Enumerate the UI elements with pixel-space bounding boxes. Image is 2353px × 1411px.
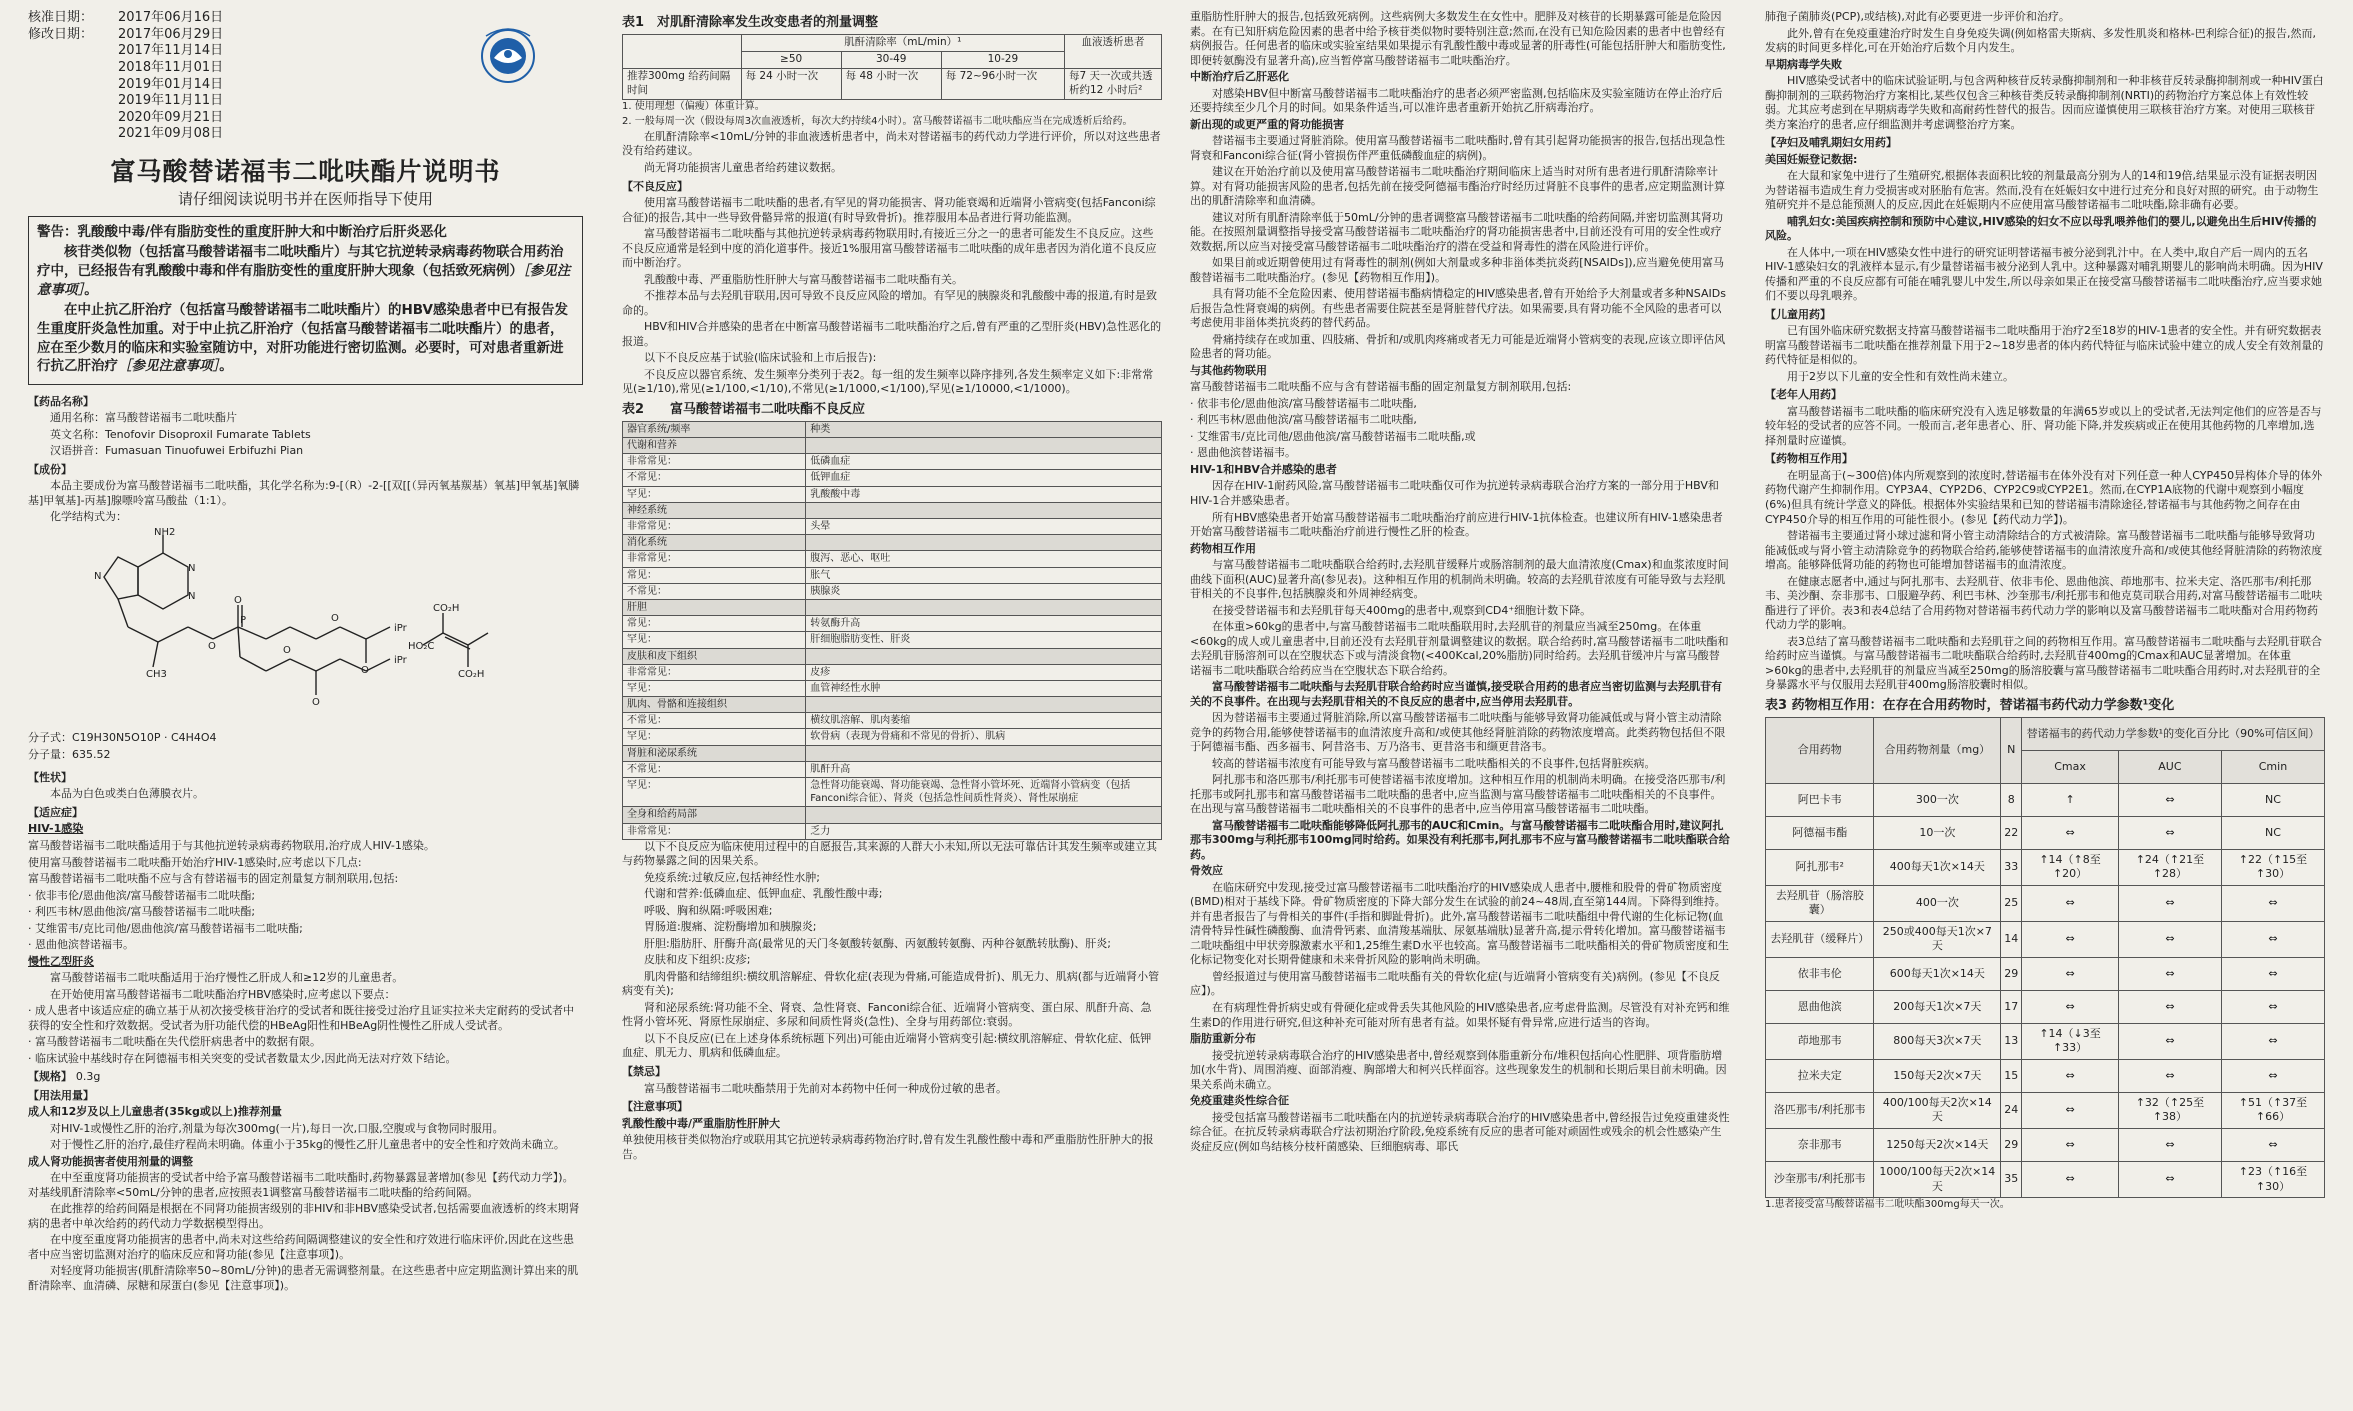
table-row: 茚地那韦 800每天3次×7天 13 ↑14（↓3至↑33） ⇔ ⇔ (1766, 1023, 2325, 1059)
table-row: 皮肤和皮下组织 (623, 648, 1162, 664)
revision-row: 2019年01月14日 (118, 76, 224, 92)
section-heading: 【药物相互作用】 (1765, 452, 1853, 466)
table-row: 常见： 转氨酶升高 (623, 616, 1162, 632)
table-row: 阿巴卡韦 300一次 8 ↑ ⇔ NC (1766, 783, 2325, 816)
table-row: 非常常见： 头晕 (623, 519, 1162, 535)
section-heading: 【药品名称】 (28, 394, 94, 408)
table-row: 消化系统 (623, 535, 1162, 551)
table-row: 肾脏和泌尿系统 (623, 745, 1162, 761)
document-subtitle: 请仔细阅读说明书并在医师指导下使用 (177, 190, 433, 208)
svg-text:HO₂C: HO₂C (408, 640, 435, 652)
table-row: 代谢和营养 (623, 438, 1162, 454)
table-row: 依非韦伦 600每天1次×14天 29 ⇔ ⇔ ⇔ (1766, 957, 2325, 990)
table-row: 合用药物 合用药物剂量（mg） N 替诺福韦的药代动力学参数¹的变化百分比（90%可信区间） (1766, 717, 2325, 750)
table-row: 罕见： 软骨病（表现为骨痛和不常见的骨折）、肌病 (623, 729, 1162, 745)
table-row: 非常常见： 低磷血症 (623, 454, 1162, 470)
table-row: ≥50 30-49 10-29 (623, 52, 1162, 69)
table-row: 肌酐清除率（mL/min）¹ 血液透析患者 (623, 35, 1162, 52)
svg-text:O: O (234, 594, 242, 606)
table-row: 恩曲他滨 200每天1次×7天 17 ⇔ ⇔ ⇔ (1766, 990, 2325, 1023)
section-heading: 【不良反应】 (622, 179, 688, 193)
svg-text:N: N (188, 562, 196, 574)
column-2: 表1 对肌酐清除率发生改变患者的剂量调整 肌酐清除率（mL/min）¹ 血液透析患者 ≥50 30-49 10-29 推荐300mg 给药间隔时间 每 24 小时一次 每 48 小时一次 每 72~96小时一次 每7 天一次或共透析约12 小时后² 1. 使用理想（偏瘦）体重计算。 2. 一般每周一次（假设每周3次血液透析，每次大约持续4小时）。富马酸替诺福韦二吡呋酯应当在完成透析后给药。 在肌酐清除率<10mL/分钟的非血液透析患者中，尚未对替诺福韦的药代动力学进行评价，所以对这些患者没有给药建议。 尚无肾功能损害儿童患者给药建议数据。 【不良反应】 使用富马酸替诺福韦二吡呋酯的患者,有罕见的肾功能损害、肾功能衰竭和近端肾小管病变(包括Fanconi综合征)的报告,其中一些导致骨骼异常的报道(有时导致骨折)。推荐服用本品者进行肾功能监测。 富马酸替诺福韦二吡呋酯与其他抗逆转录病毒药物联用时,有接近三分之一的患者可能发生不良反应。这些不良反应通常是轻到中度的消化道事件。接近1%服用富马酸替诺福韦二吡呋酯的成年患者因为消化道不良反应而中断治疗。 乳酸酸中毒、严重脂肪性肝肿大与富马酸替诺福韦二吡呋酯有关。 不推荐本品与去羟肌苷联用,因可导致不良反应风险的增加。有罕见的胰腺炎和乳酸酸中毒的报道,有时是致命的。 HBV和HIV合并感染的患者在中断富马酸替诺福韦二吡呋酯治疗之后,曾有严重的乙型肝炎(HBV)急性恶化的报道。 以下不良反应基于试验(临床试验和上市后报告): 不良反应以器官系统、发生频率分类列于表2。每一组的发生频率以降序排列,各发生频率定义如下:非常常见(≥1/10),常见(≥1/100,<1/10),不常见(≥1/1000,<1/100),罕见(≥1/10000,<1/1000)。 表2 富马酸替诺福韦二吡呋酯不良反应 器官系统/频率 种类 代谢和营养 非常常见： 低磷血症 不常见： 低钾血症 罕见： 乳酸酸中毒 神经系统 非常常见： 头晕 消化系统 非常常见： 腹泻、恶心、呕吐 常见： 胀气 不常见： 胰腺炎 肝胆 常见： 转氨酶升高 罕见： 肝细胞脂肪变性、肝炎 皮肤和皮下组织 非常常见： 皮疹 罕见： 血管神经性水肿 肌肉、骨骼和连接组织 不常见： 横纹肌溶解、肌肉萎缩 罕见： 软骨病（表现为骨痛和不常见的骨折）、肌病 肾脏和泌尿系统 不常见： 肌酐升高 罕见： 急性肾功能衰竭、肾功能衰竭、急性肾小管坏死、近端肾小管病变（包括Fanconi综合征）、肾炎（包括急性间质性肾炎）、肾性尿崩症 全身和给药局部 非常常见： 乏力 以下不良反应为临床使用过程中的自愿报告,其来源的人群大小未知,所以无法可靠估计其发生频率或建立其与药物暴露之间的因果关系。 免疫系统:过敏反应,包括神经性水肿; 代谢和营养:低磷血症、低钾血症、乳酸性酸中毒; 呼吸、胸和纵隔:呼吸困难; 胃肠道:腹痛、淀粉酶增加和胰腺炎; 肝胆:脂肪肝、肝酶升高(最常见的天门冬氨酸转氨酶、丙氨酸转氨酶、丙种谷氨酰转肽酶)、肝炎; 皮肤和皮下组织:皮疹; 肌肉骨骼和结缔组织:横纹肌溶解症、骨软化症(表现为骨痛,可能造成骨折)、肌无力、肌病(都与近端肾小管病变有关); 肾和泌尿系统:肾功能不全、肾衰、急性肾衰、Fanconi综合征、近端肾小管病变、蛋白尿、肌酐升高、急性肾小管坏死、肾原性尿崩症、多尿和间质性肾炎(急性)、全身与用药部位:衰弱。 以下不良反应(已在上述身体系统标题下列出)可能由近端肾小管病变引起:横纹肌溶解症、骨软化症、低钾血症、肌无力、肌病和低磷血症。 【禁忌】 富马酸替诺福韦二吡呋酯禁用于先前对本药物中任何一种成份过敏的患者。 【注意事项】 乳酸性酸中毒/严重脂肪性肝肿大 单独使用核苷类似物治疗或联用其它抗逆转录病毒药物治疗时,曾有发生乳酸性酸中毒和严重脂肪性肝肿大的报告。 (622, 15, 1162, 1161)
boxed-warning: 警告：乳酸酸中毒/伴有脂肪变性的重度肝肿大和中断治疗后肝炎恶化 核苷类似物（包括富马酸替诺福韦二吡呋酯片）与其它抗逆转录病毒药物联合用药治疗中，已经报告有乳酸酸中毒和伴有脂肪变性的重度肝肿大现象（包括致死病例）［参见注意事项］。 在中止抗乙肝治疗（包括富马酸替诺福韦二吡呋酯片）的HBV感染患者中已有报告发生重度肝炎急性加重。对于中止抗乙肝治疗（包括富马酸替诺福韦二吡呋酯片）的患者，应在至少数月的临床和实验室随访中，对肝功能进行密切监测。必要时，可对患者重新进行抗乙肝治疗［参见注意事项］。 (28, 216, 583, 385)
svg-text:P: P (240, 614, 247, 626)
chemical-structure: NH2 N N N CH3 O O P O O O O iPr iPr HO₂C CO₂H CO₂H 分子式：C19H30N5O10P · C4H4O4 分子量：635.52 (28, 527, 583, 767)
revision-row: 2017年11月14日 (118, 43, 224, 59)
column-3: 重脂肪性肝肿大的报告,包括致死病例。这些病例大多数发生在女性中。肥胖及对核苷的长期暴露可能是危险因素。在有已知肝病危险因素的患者中给予核苷类似物时要特别注意;然而,在没有已知危险因素的患者中也曾经有病例报告。任何患者的临床或实验室结果如果提示有乳酸性酸中毒或显著的肝毒性(可能包括肝肿大和脂肪变性,即便转氨酶没有显著升高),应当暂停富马酸替诺福韦二吡呋酯治疗。 中断治疗后乙肝恶化 对感染HBV但中断富马酸替诺福韦二吡呋酯治疗的患者必须严密监测,包括临床及实验室随访在停止治疗后还要持续至少几个月的时间。如果条件适当,可以准许患者重新开始抗乙肝病毒治疗。 新出现的或更严重的肾功能损害 替诺福韦主要通过肾脏消除。使用富马酸替诺福韦二吡呋酯时,曾有其引起肾功能损害的报告,包括出现急性肾衰和Fanconi综合征(肾小管损伤伴严重低磷酸血症的病例)。 建议在开始治疗前以及使用富马酸替诺福韦二吡呋酯治疗期间临床上适当时对所有患者进行肌酐清除率计算。对有肾功能损害风险的患者,包括先前在接受阿德福韦酯治疗时经历过肾脏不良事件的患者,应定期监测计算出的肌酐清除率和血清磷。 建议对所有肌酐清除率低于50mL/分钟的患者调整富马酸替诺福韦二吡呋酯的给药间隔,并密切监测其肾功能。在按照剂量调整指导接受富马酸替诺福韦二吡呋酯治疗的肾功能损害患者中,目前还没有可用的安全性或疗效数据,所以应当对接受富马酸替诺福韦二吡呋酯治疗的潜在受益和肾毒性的潜在风险进行评价。 如果目前或近期曾使用过有肾毒性的制剂(例如大剂量或多种非甾体类抗炎药[NSAIDs]),应当避免使用富马酸替诺福韦二吡呋酯治疗。(参见【药物相互作用】)。 具有肾功能不全危险因素、使用替诺福韦酯病情稳定的HIV感染患者,曾有开始给予大剂量或者多种NSAIDs后报告急性肾衰竭的病例。有些患者需要住院甚至是肾脏替代疗法。如果需要,具有肾功能不全风险的患者可以考虑使用非甾体类抗炎药的替代药品。 骨痛持续存在或加重、四肢痛、骨折和/或肌肉疼痛或者无力可能是近端肾小管病变的表现,应该立即评估风险患者的肾功能。 与其他药物联用 富马酸替诺福韦二吡呋酯不应与含有替诺福韦酯的固定剂量复方制剂联用,包括: · 依非韦伦/恩曲他滨/富马酸替诺福韦二吡呋酯, · 利匹韦林/恩曲他滨/富马酸替诺福韦二吡呋酯, · 艾维雷韦/克比司他/恩曲他滨/富马酸替诺福韦二吡呋酯,或 · 恩曲他滨替诺福韦。 HIV-1和HBV合并感染的患者 因存在HIV-1耐药风险,富马酸替诺福韦二吡呋酯仅可作为抗逆转录病毒联合治疗方案的一部分用于HBV和HIV-1合并感染患者。 所有HBV感染患者开始富马酸替诺福韦二吡呋酯治疗前应进行HIV-1抗体检查。也建议所有HIV-1感染患者开始富马酸替诺福韦二吡呋酯治疗前进行慢性乙肝的检查。 药物相互作用 与富马酸替诺福韦二吡呋酯联合给药时,去羟肌苷缓释片或肠溶制剂的最大血清浓度(Cmax)和血浆浓度时间曲线下面积(AUC)显著升高(参见表)。这种相互作用的机制尚未明确。较高的去羟肌苷浓度有可能导致与去羟肌苷相关的不良事件,包括胰腺炎和外周神经病变。 在接受替诺福韦和去羟肌苷每天400mg的患者中,观察到CD4⁺细胞计数下降。 在体重>60kg的患者中,与富马酸替诺福韦二吡呋酯联用时,去羟肌苷的剂量应当减至250mg。在体重<60kg的成人或儿童患者中,目前还没有去羟肌苷剂量调整建议的数据。联合给药时,富马酸替诺福韦二吡呋酯和去羟肌苷肠溶剂可以在空腹状态下或与清淡食物(<400Kcal,20%脂肪)同时给药。去羟肌苷缓冲片与富马酸替诺福韦二吡呋酯联合给药应当在空腹状态下联合给药。 富马酸替诺福韦二吡呋酯与去羟肌苷联合给药时应当谨慎,接受联合用药的患者应当密切监测与去羟肌苷有关的不良事件。在出现与去羟肌苷相关的不良反应的患者中,应当停用去羟肌苷。 因为替诺福韦主要通过肾脏消除,所以富马酸替诺福韦二吡呋酯与能够导致肾功能减低或与肾小管主动清除竞争的药物合用,能够使替诺福韦的血清浓度升高和/或使其他经肾脏消除的药物浓度增高。此类药物包括但不限于阿德福韦酯、西多福韦、阿昔洛韦、万乃洛韦、更昔洛韦和缬更昔洛韦。 较高的替诺福韦浓度有可能导致与富马酸替诺福韦二吡呋酯相关的不良事件,包括肾脏疾病。 阿扎那韦和洛匹那韦/利托那韦可使替诺福韦浓度增加。这种相互作用的机制尚未明确。在接受洛匹那韦/利托那韦或阿扎那韦和富马酸替诺福韦二吡呋酯的患者中,应当监测与富马酸替诺福韦二吡呋酯相关的不良事件。在出现与富马酸替诺福韦二吡呋酯相关的不良事件的患者中,应当停用富马酸替诺福韦二吡呋酯。 富马酸替诺福韦二吡呋酯能够降低阿扎那韦的AUC和Cmin。与富马酸替诺福韦二吡呋酯合用时,建议阿扎那韦300mg与利托那韦100mg同时给药。如果没有利托那韦,阿扎那韦不应与富马酸替诺福韦二吡呋酯联合给药。 骨效应 在临床研究中发现,接受过富马酸替诺福韦二吡呋酯治疗的HIV感染成人患者中,腰椎和股骨的骨矿物质密度(BMD)相对于基线下降。骨矿物质密度的下降大部分发生在试验的前24~48周,直至第144周。下降得到维持。并有患者报告了与骨相关的事件(手指和脚趾骨折)。此外,富马酸替诺福韦二吡呋酯组中骨代谢的生化标记物(血清骨特异性碱性磷酸酶、血清骨钙素、血清羧基端肽、尿氨基端肽)显著升高,提示骨转化增加。富马酸替诺福韦二吡呋酯组中甲状旁腺激素水平和1,25维生素D水平也较高。富马酸替诺福韦二吡呋酯相关的骨矿物质密度和生化标记物变化对长期骨健康和未来骨折风险的影响尚未明确。 曾经报道过与使用富马酸替诺福韦二吡呋酯有关的骨软化症(与近端肾小管病变有关)病例。(参见【不良反应】)。 在有病理性骨折病史或有骨硬化症或骨丢失其他风险的HIV感染患者,应考虑骨监测。尽管没有对补充钙和维生素D的作用进行研究,但这种补充可能对所有患者有益。如果怀疑有骨异常,应进行适当的咨询。 脂肪重新分布 接受抗逆转录病毒联合治疗的HIV感染患者中,曾经观察到体脂重新分布/堆积包括向心性肥胖、项背脂肪增加(水牛背)、周围消瘦、面部消瘦、胸部增大和柯兴氏样面容。这些现象发生的机制和长期后果目前未明确。因果关系尚未确立。 免疫重建炎性综合征 接受包括富马酸替诺福韦二吡呋酯在内的抗逆转录病毒联合治疗的HIV感染患者中,曾经报告过免疫重建炎性综合征。在抗反转录病毒联合疗法初期治疗阶段,免疫系统有反应的患者可能对顽固性或残余的机会性感染产生炎症反应(例如鸟结核分枝杆菌感染、巨细胞病毒、耶氏 (1190, 10, 1730, 1153)
table-row: 去羟肌苷（肠溶胶囊） 400一次 25 ⇔ ⇔ ⇔ (1766, 885, 2325, 921)
table-row: 不常见： 低钾血症 (623, 470, 1162, 486)
table-2-caption: 表2 富马酸替诺福韦二吡呋酯不良反应 (622, 401, 866, 417)
table-row: 沙奎那韦/利托那韦 1000/100每天2次×14天 35 ⇔ ⇔ ↑23（↑16至↑30） (1766, 1162, 2325, 1198)
company-logo-icon (428, 18, 548, 88)
revision-row: 核准日期： 2017年06月16日 (28, 10, 224, 25)
document-title: 富马酸替诺福韦二吡呋酯片说明书 (110, 157, 501, 186)
revision-row: 2018年11月01日 (118, 59, 224, 75)
table-row: 肝胆 (623, 599, 1162, 615)
svg-text:N: N (188, 590, 196, 602)
structure-diagram-icon (28, 527, 568, 727)
revision-row: 2021年09月08日 (118, 126, 224, 142)
svg-text:O: O (312, 696, 320, 708)
svg-text:iPr: iPr (394, 622, 407, 634)
svg-text:CH3: CH3 (146, 668, 167, 680)
section-heading: 【孕妇及哺乳期妇女用药】 (1765, 136, 1897, 150)
table-row: 罕见： 肝细胞脂肪变性、肝炎 (623, 632, 1162, 648)
table-row: 不常见： 横纹肌溶解、肌肉萎缩 (623, 713, 1162, 729)
interaction-table (1765, 717, 2325, 1198)
svg-text:O: O (331, 612, 339, 624)
section-heading: 【儿童用药】 (1765, 307, 1831, 321)
section-heading: 【性状】 (28, 770, 72, 784)
table-row: 常见： 胀气 (623, 567, 1162, 583)
svg-text:N: N (94, 570, 102, 582)
table-row: 肌肉、骨骼和连接组织 (623, 697, 1162, 713)
table-row: 阿德福韦酯 10一次 22 ⇔ ⇔ NC (1766, 816, 2325, 849)
column-1: 核准日期： 2017年06月16日 修改日期： 2017年06月29日 2017年11月14日 2018年11月01日 2019年01月14日 2019年11月11日 2020年09月21日 2021年09月08日 富马酸替诺福韦二吡呋酯片说明书 请仔细阅读说明书并在医师指导下使用 警告：乳酸酸中毒/伴有脂肪变性的重度肝肿大和中断治疗后肝炎恶化 核苷类似物（包括富马酸替诺福韦二吡呋酯片）与其它抗逆转录病毒药物联合用药治疗中，已经报告有乳酸酸中毒和伴有脂肪变性的重度肝肿大现象（包括致死病例）［参见注意事项］。 在中止抗乙肝治疗（包括富马酸替诺福韦二吡呋酯片）的HBV感染患者中已有报告发生重度肝炎急性加重。对于中止抗乙肝治疗（包括富马酸替诺福韦二吡呋酯片）的患者，应在至少数月的临床和实验室随访中，对肝功能进行密切监测。必要时，可对患者重新进行抗乙肝治疗［参见注意事项］。 【药品名称】 通用名称：富马酸替诺福韦二吡呋酯片 英文名称：Tenofovir Disoproxil Fumarate Tablets 汉语拼音：Fumasuan Tinuofuwei Erbifuzhi Pian 【成份】 本品主要成份为富马酸替诺福韦二吡呋酯，其化学名称为:9-[（R）-2-[[双[[（异丙氧基羰基）氧基]甲氧基]氧膦基]甲氧基]-丙基]腺嘌呤富马酸盐（1:1）。 化学结构式为： NH2 N N N CH3 O O P O O O O iPr iPr HO₂C CO₂H CO₂H 分子式：C19H30N5O10P · C4H4O4 分子量：635.52 【性状】 本品为白色或类白色薄膜衣片。 【适应症】 HIV-1感染 富马酸替诺福韦二吡呋酯适用于与其他抗逆转录病毒药物联用,治疗成人HIV-1感染。 使用富马酸替诺福韦二吡呋酯开始治疗HIV-1感染时,应考虑以下几点: 富马酸替诺福韦二吡呋酯不应与含有替诺福韦的固定剂量复方制剂联用,包括: · 依非韦伦/恩曲他滨/富马酸替诺福韦二吡呋酯; · 利匹韦林/恩曲他滨/富马酸替诺福韦二吡呋酯; · 艾维雷韦/克比司他/恩曲他滨/富马酸替诺福韦二吡呋酯; · 恩曲他滨替诺福韦。 慢性乙型肝炎 富马酸替诺福韦二吡呋酯适用于治疗慢性乙肝成人和≥12岁的儿童患者。 在开始使用富马酸替诺福韦二吡呋酯治疗HBV感染时,应考虑以下要点： · 成人患者中该适应症的确立基于从初次接受核苷治疗的受试者和既往接受过治疗且证实拉米夫定耐药的受试者中获得的安全性和疗效数据。受试者为肝功能代偿的HBeAg阳性和HBeAg阴性慢性乙肝成人受试者。 · 富马酸替诺福韦二吡呋酯在失代偿肝病患者中的数据有限。 · 临床试验中基线时存在阿德福韦相关突变的受试者数量太少,因此尚无法对疗效下结论。 【规格】 0.3g 【用法用量】 成人和12岁及以上儿童患者(35kg或以上)推荐剂量 对HIV-1或慢性乙肝的治疗,剂量为每次300mg(一片),每日一次,口服,空腹或与食物同时服用。 对于慢性乙肝的治疗,最佳疗程尚未明确。体重小于35kg的慢性乙肝儿童患者中的安全性和疗效尚未确立。 成人肾功能损害者使用剂量的调整 在中至重度肾功能损害的受试者中给予富马酸替诺福韦二吡呋酯时,药物暴露显著增加(参见【药代动力学】)。对基线肌酐清除率<50mL/分钟的患者,应按照表1调整富马酸替诺福韦二吡呋酯的给药间隔。 在此推荐的给药间隔是根据在不同肾功能损害级别的非HIV和非HBV感染受试者,包括需要血液透析的终末期肾病的患者中单次给药的药代动力学数据模型得出。 在中度至重度肾功能损害的患者中,尚未对这些给药间隔调整建议的安全性和疗效进行临床评价,因此在这些患者中应当密切监测对治疗的临床反应和肾功能(参见【注意事项】)。 对轻度肾功能损害(肌酐清除率50~80mL/分钟)的患者无需调整剂量。在这些患者中应定期监测计算出来的肌酐清除率、血清磷、尿糖和尿蛋白(参见【注意事项】)。 (28, 10, 583, 1403)
table-row: 阿扎那韦² 400每天1次×14天 33 ↑14（↑8至↑20） ↑24（↑21至↑28） ↑22（↑15至↑30） (1766, 849, 2325, 885)
table-row: 非常常见： 乏力 (623, 823, 1162, 839)
svg-text:NH2: NH2 (154, 526, 176, 538)
table-row: 全身和给药局部 (623, 807, 1162, 823)
section-heading: 【适应症】 (28, 805, 83, 819)
table-row: Cmax AUC Cmin (1766, 750, 2325, 783)
section-heading: 【老年人用药】 (1765, 388, 1842, 402)
svg-text:CO₂H: CO₂H (458, 668, 485, 680)
table-row: 器官系统/频率 种类 (623, 421, 1162, 437)
svg-text:O: O (208, 640, 216, 652)
revision-row: 2019年11月11日 (118, 93, 224, 109)
svg-text:O: O (283, 644, 291, 656)
table-row: 洛匹那韦/利托那韦 400/100每天2次×14天 24 ⇔ ↑32（↑25至↑38） ↑51（↑37至↑66） (1766, 1092, 2325, 1128)
svg-text:O: O (361, 664, 369, 676)
revision-row: 2020年09月21日 (118, 109, 224, 125)
table-3-caption: 表3 药物相互作用：在存在合用药物时，替诺福韦药代动力学参数¹变化 (1765, 697, 2175, 713)
dose-adjustment-table (622, 34, 1162, 99)
table-row: 拉米夫定 150每天2次×7天 15 ⇔ ⇔ ⇔ (1766, 1059, 2325, 1092)
table-row: 罕见： 急性肾功能衰竭、肾功能衰竭、急性肾小管坏死、近端肾小管病变（包括Fanconi综合征）、肾炎（包括急性间质性肾炎）、肾性尿崩症 (623, 778, 1162, 807)
column-4: 肺孢子菌肺炎(PCP),或结核),对此有必要更进一步评价和治疗。 此外,曾有在免疫重建治疗时发生自身免疫失调(例如格雷夫斯病、多发性肌炎和格林-巴利综合征)的报告,然而,发病的时间更多样化,可在开始治疗后数个月内发生。 早期病毒学失败 HIV感染受试者中的临床试验证明,与包含两种核苷反转录酶抑制剂和一种非核苷反转录酶抑制剂或一种HIV蛋白酶抑制剂的三联药物治疗方案相比,某些仅包含三种核苷类反转录酶抑制剂(NRTI)的药物治疗方案总体上有效性较弱。尤其应考虑到在早期病毒学失败和高耐药性替代的报告。因而应谨慎使用三联核苷治疗方案。对使用三联核苷类方案治疗的患者,应仔细监测并考虑调整治疗方案。 【孕妇及哺乳期妇女用药】 美国妊娠登记数据: 在大鼠和家兔中进行了生殖研究,根据体表面积比较的剂量最高分别为人的14和19倍,结果显示没有证据表明因为替诺福韦造成生育力受损害或对胚胎有危害。然而,没有在妊娠妇女中进行过充分和良好对照的研究。由于动物生殖研究并不是总能预测人的反应,因此在妊娠期内不应使用富马酸替诺福韦二吡呋酯,除非确有必要。 哺乳妇女:美国疾病控制和预防中心建议,HIV感染的妇女不应以母乳喂养他们的婴儿,以避免出生后HIV传播的风险。 在人体中,一项在HIV感染女性中进行的研究证明替诺福韦被分泌到乳汁中。在人类中,取自产后一周内的五名HIV-1感染妇女的乳液样本显示,有少量替诺福韦被分泌到人乳中。这种暴露对哺乳期婴儿的影响尚未明确。因为HIV传播和严重的不良反应都有可能在哺乳婴儿中发生,所以母亲如果正在接受富马酸替诺福韦二吡呋酯治疗,应当要求她们不要以母乳喂养。 【儿童用药】 已有国外临床研究数据支持富马酸替诺福韦二吡呋酯用于治疗2至18岁的HIV-1患者的安全性。并有研究数据表明富马酸替诺福韦二吡呋酯在推荐剂量下用于2~18岁患者的体内药代特征与临床试验中建立的成人安全有效剂量的药代特征是相似的。 用于2岁以下儿童的安全性和有效性尚未建立。 【老年人用药】 富马酸替诺福韦二吡呋酯的临床研究没有入选足够数量的年满65岁或以上的受试者,无法判定他们的应答是否与较年轻的受试者的应答不同。一般而言,老年患者心、肝、肾功能下降,并发疾病或正在使用其他药物的几率增加,选择剂量时应谨慎。 【药物相互作用】 在明显高于(~300倍)体内所观察到的浓度时,替诺福韦在体外没有对下列任意一种人CYP450异构体介导的体外药物代谢产生抑制作用。CYP3A4、CYP2D6、CYP2C9或CYP2E1。然而,在CYP1A底物的代谢中观察到小幅度(6%)但具有统计学意义的降低。根据体外实验结果和已知的替诺福韦清除途径,替诺福韦与其他药物之间存在由CYP450介导的相互作用的可能性很小。(参见【药代动力学】)。 替诺福韦主要通过肾小球过滤和肾小管主动清除结合的方式被清除。富马酸替诺福韦二吡呋酯与能够导致肾功能减低或与肾小管主动清除竞争的药物联合给药,能够使替诺福韦的血清浓度升高和/或使其他经肾脏清除的药物浓度增高。能够降低肾功能的药物也可能增加替诺福韦的血清浓度。 在健康志愿者中,通过与阿扎那韦、去羟肌苷、依非韦伦、恩曲他滨、茚地那韦、拉米夫定、洛匹那韦/利托那韦、美沙酮、奈非那韦、口服避孕药、利巴韦林、沙奎那韦/利托那韦和他克莫司联合用药,对富马酸替诺福韦二吡呋酯进行了评价。表3和表4总结了合用药物对替诺福韦药代动力学的影响以及富马酸替诺福韦二吡呋酯对合用药物药代动力学的影响。 表3总结了富马酸替诺福韦二吡呋酯和去羟肌苷之间的药物相互作用。富马酸替诺福韦二吡呋酯与去羟肌苷联合给药时应当谨慎。与富马酸替诺福韦二吡呋酯联合给药时,去羟肌苷400mg的Cmax和AUC显著增加。在体重>60kg的患者中,去羟肌苷的剂量应当减至250mg的肠溶胶囊与富马酸替诺福韦二吡呋酯合用药时,对去羟肌苷的全身暴露水平与仅服用去羟肌苷400mg肠溶胶囊时相似。 表3 药物相互作用：在存在合用药物时，替诺福韦药代动力学参数¹变化 合用药物 合用药物剂量（mg） N 替诺福韦的药代动力学参数¹的变化百分比（90%可信区间） Cmax AUC Cmin 阿巴卡韦 300一次 8 ↑ ⇔ NC 阿德福韦酯 10一次 22 ⇔ ⇔ NC 阿扎那韦² 400每天1次×14天 33 ↑14（↑8至↑20） ↑24（↑21至↑28） ↑22（↑15至↑30） 去羟肌苷（肠溶胶囊） 400一次 25 ⇔ ⇔ ⇔ 去羟肌苷（缓释片） 250或400每天1次×7天 14 ⇔ ⇔ ⇔ 依非韦伦 600每天1次×14天 29 ⇔ ⇔ ⇔ 恩曲他滨 200每天1次×7天 17 ⇔ ⇔ ⇔ 茚地那韦 800每天3次×7天 13 ↑14（↓3至↑33） ⇔ ⇔ 拉米夫定 150每天2次×7天 15 ⇔ ⇔ ⇔ 洛匹那韦/利托那韦 400/100每天2次×14天 24 ⇔ ↑32（↑25至↑38） ↑51（↑37至↑66） 奈非那韦 1250每天2次×14天 29 ⇔ ⇔ ⇔ 沙奎那韦/利托那韦 1000/100每天2次×14天 35 ⇔ ⇔ ↑23（↑16至↑30） 1.患者接受富马酸替诺福韦二吡呋酯300mg每天一次。 (1765, 10, 2324, 1211)
table-row: 非常常见： 皮疹 (623, 664, 1162, 680)
table-row: 罕见： 乳酸酸中毒 (623, 486, 1162, 502)
table-row: 不常见： 胰腺炎 (623, 583, 1162, 599)
table-row: 去羟肌苷（缓释片） 250或400每天1次×7天 14 ⇔ ⇔ ⇔ (1766, 921, 2325, 957)
section-heading: 【成份】 (28, 462, 72, 476)
table-row: 奈非那韦 1250每天2次×14天 29 ⇔ ⇔ ⇔ (1766, 1129, 2325, 1162)
svg-text:iPr: iPr (394, 654, 407, 666)
section-heading: 【用法用量】 (28, 1088, 94, 1102)
adverse-reactions-table (622, 421, 1162, 840)
table-1-caption: 表1 对肌酐清除率发生改变患者的剂量调整 (622, 15, 879, 30)
svg-text:CO₂H: CO₂H (433, 602, 460, 614)
section-heading: 【注意事项】 (622, 1100, 688, 1114)
table-row: 非常常见： 腹泻、恶心、呕吐 (623, 551, 1162, 567)
revision-row: 修改日期： 2017年06月29日 (28, 26, 224, 42)
section-heading: 【禁忌】 (622, 1064, 666, 1078)
table-row: 推荐300mg 给药间隔时间 每 24 小时一次 每 48 小时一次 每 72~96小时一次 每7 天一次或共透析约12 小时后² (623, 68, 1162, 99)
table-row: 罕见： 血管神经性水肿 (623, 680, 1162, 696)
table-row: 神经系统 (623, 502, 1162, 518)
table-row: 不常见： 肌酐升高 (623, 761, 1162, 777)
